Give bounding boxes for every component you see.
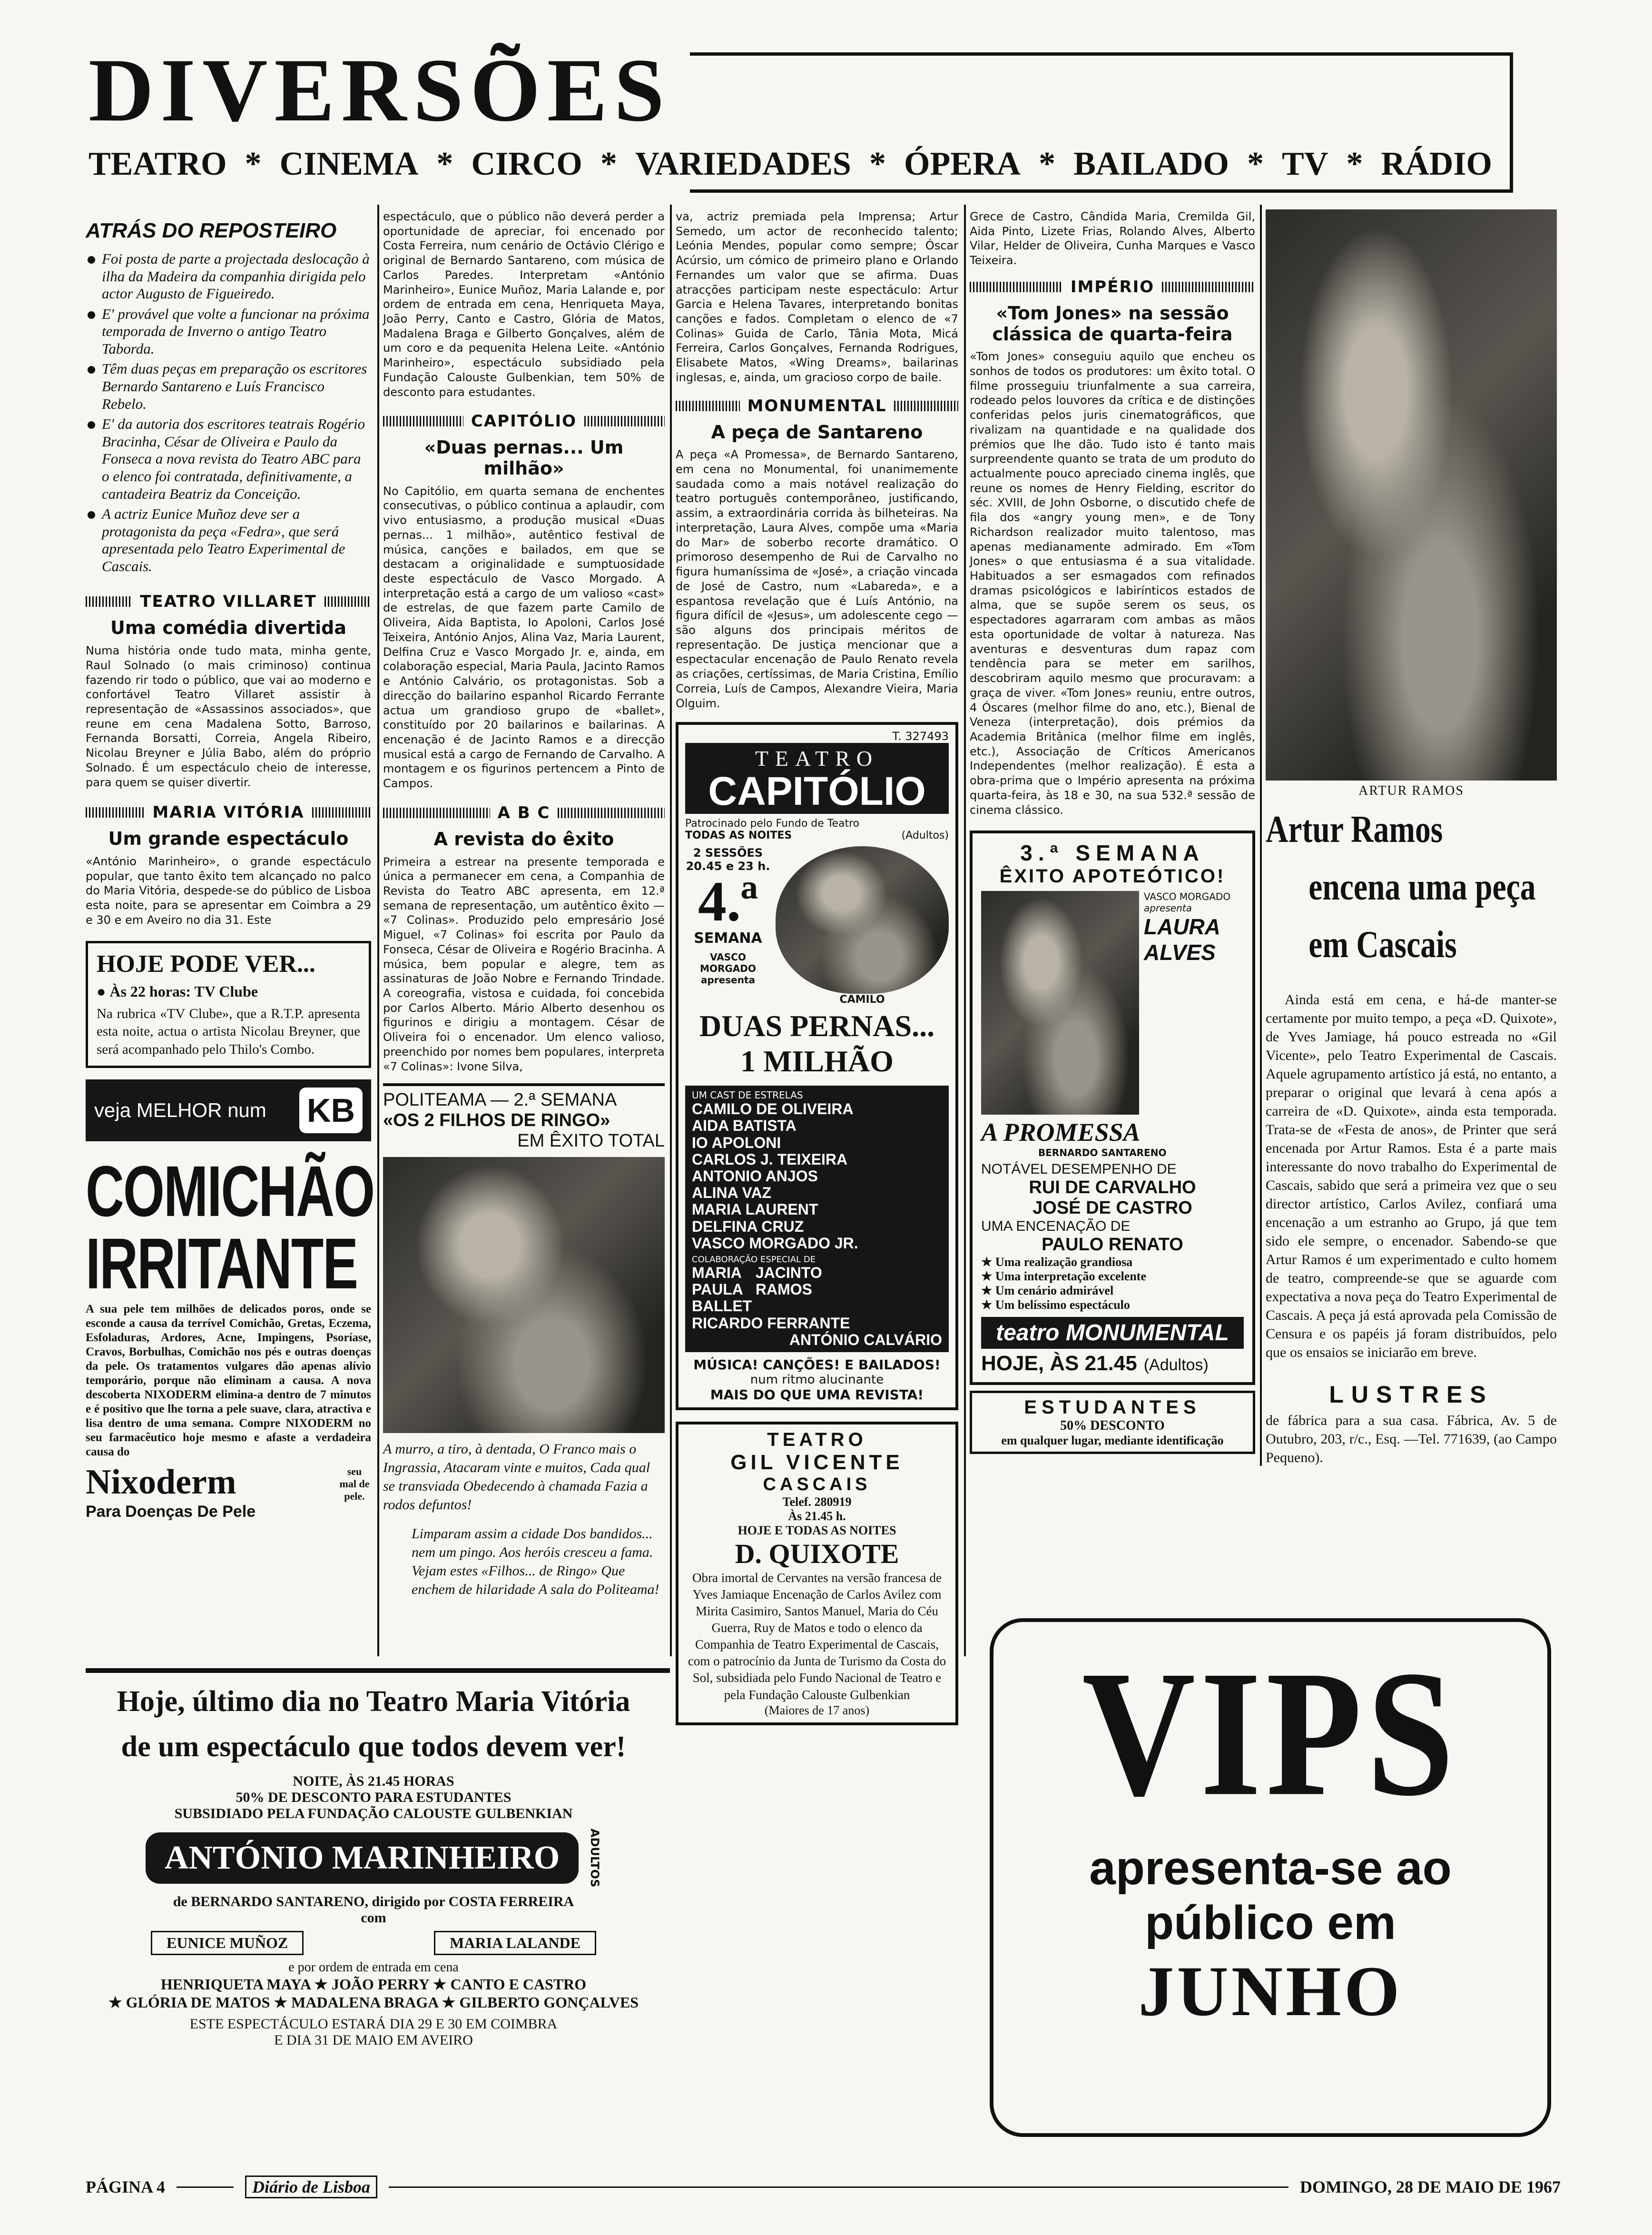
monumental-time: HOJE, ÀS 21.45	[981, 1352, 1137, 1375]
maria-vitoria-ad[interactable]	[86, 1685, 661, 2151]
curtain-item: Têm duas peças em preparação os escritores Bernardo Santareno e Luís Francisco Rebelo.	[86, 360, 371, 413]
capitolio-week-number: 4.ª	[698, 870, 758, 933]
cast-member: IO APOLONI	[692, 1134, 781, 1151]
vips-ad[interactable]	[990, 1618, 1551, 2137]
star-icon: ★	[981, 1269, 995, 1284]
section-header-abc	[383, 803, 665, 822]
collab-paula: PAULA	[692, 1281, 743, 1298]
promessa-paulo: PAULO RENATO	[1042, 1235, 1183, 1255]
vips-logo: VIPS	[1082, 1633, 1459, 1834]
nixoderm-body: A sua pele tem milhões de delicados poros, onde se esconde a causa da terrível Comichão, Gretas, Eczema, Esfoladuras, Ardores, Acne, Impingens, Psoríase, Cravos, Borbulhas, Comichão nos pés e outras doenças da pele. Os tratamentos vulgares dão apenas alívio temporário, porque não eliminam a causa. A nova descoberta NIXODERM elimina-a dentro de 7 minutos e é positivo que lhe torna a pele suave, clara, atractiva e lisa dentro de uma semana. Compre NIXODERM no seu farmacêutico hoje mesmo e afaste a verdadeira causa do	[86, 1302, 371, 1458]
camilo-caption: CAMILO	[839, 994, 885, 1006]
promessa-encenacao: UMA ENCENAÇÃO DE	[981, 1218, 1131, 1235]
star-item-text: Um belíssimo espectáculo	[995, 1298, 1130, 1312]
collab-names	[692, 1265, 942, 1298]
capitolio-apresenta: apresenta	[700, 974, 755, 986]
estudantes-discount: 50% DESCONTO	[1060, 1418, 1165, 1434]
cast-head: UM CAST DE ESTRELAS	[692, 1089, 803, 1101]
ringo-poem-2: Limparam assim a cidade Dos bandidos... nem um pingo. Aos heróis cresceu a fama. Vejam estes «Filhos... de Ringo» Que enchem de hilaridade A sala do Politeama!	[412, 1526, 659, 1598]
hoje-title: HOJE PODE VER...	[97, 950, 315, 978]
vips-line-1: apresenta-se ao	[1089, 1841, 1452, 1895]
nixoderm-title-2: IRRITANTE	[86, 1223, 357, 1304]
politeama-line-2: «OS 2 FILHOS DE RINGO»	[383, 1110, 610, 1131]
hatch-decoration	[86, 596, 132, 607]
hatch-decoration	[970, 282, 1063, 292]
star-icon: ★	[981, 1284, 995, 1298]
column-rule	[377, 205, 379, 1656]
section-sep: *	[600, 146, 617, 182]
capitolio-logo-name: CAPITÓLIO	[708, 769, 926, 814]
section-circo[interactable]: CIRCO	[471, 146, 582, 182]
revista-line: MAIS DO QUE UMA REVISTA!	[710, 1386, 924, 1403]
promessa-laura: LAURA	[1144, 914, 1220, 939]
cast-member: CARLOS J. TEIXEIRA	[692, 1150, 848, 1168]
promessa-visual	[981, 891, 1244, 1115]
show-title-2: 1 MILHÃO	[740, 1044, 894, 1078]
promessa-title: A PROMESSA	[981, 1118, 1141, 1147]
section-sep: *	[436, 146, 453, 182]
masthead	[86, 40, 1513, 195]
gv-name: GIL VICENTE	[730, 1450, 904, 1474]
cast-panel	[685, 1086, 949, 1352]
mv-ad-show: ANTÓNIO MARINHEIRO	[146, 1832, 579, 1884]
curtain-item: A actriz Eunice Muñoz deve ser a protagonista da peça «Fedra», que será apresentada pelo Teatro Experimental de Cascais.	[86, 505, 371, 575]
paper-name: Diário de Lisboa	[245, 2176, 377, 2198]
curtain-list	[86, 250, 371, 575]
camilo-photo	[776, 846, 949, 994]
section-header-label: MONUMENTAL	[747, 396, 887, 415]
star-item-text: Uma realização grandiosa	[995, 1255, 1133, 1269]
gv-teatro: TEATRO	[767, 1429, 867, 1450]
section-sep: *	[869, 146, 886, 182]
politeama-line-1: POLITEAMA — 2.ª SEMANA	[383, 1090, 617, 1110]
capitolio-main	[685, 846, 949, 1006]
col4-intro: Grece de Castro, Cândida Maria, Cremilda Gil, Aida Pinto, Lizete Frias, Rolando Alves, Alberto Vilar, Helder de Oliveira, Cunha Marques e Vasco Teixeira.	[970, 210, 1255, 267]
mv-ad-leads	[86, 1931, 661, 1955]
villaret-title: Uma comédia divertida	[110, 617, 346, 639]
hatch-decoration	[312, 807, 371, 818]
capitolio-body: No Capitólio, em quarta semana de enchentes consecutivas, o público continua a aplaudir, com vivo entusiasmo, a produção musical «Duas pernas... 1 milhão», autêntico festival de música, canções e bailados, em que se destacam a originalidade e sumptuosidade deste espectáculo de Vasco Morgado. A interpretação está a cargo de um valioso «cast» de estrelas, de que fazem parte Camilo de Oliveira, Aida Baptista, Io Apoloni, Carlos José Teixeira, António Anjos, Alina Vaz, Maria Laurent, Delfina Cruz e Vasco Morgado Jr. e, ainda, em colaboração especial, Maria Paula, Jacinto Ramos e António Calvário, os protagonistas. Sob a direcção do bailarino espanhol Ricardo Ferrante actua um grandioso grupo de «ballet», constituído por 20 bailarinos e bailarinas. A encenação é de Jacinto Ramos e a direcção musical está a cargo de Fernando de Carvalho. A montagem e os figurinos pertencem a Pinto de Campos.	[383, 484, 665, 791]
estudantes-box	[970, 1391, 1255, 1454]
capitolio-vasco: VASCO MORGADO	[700, 951, 756, 975]
hatch-decoration	[676, 401, 740, 411]
hoje-line-text: Às 22 horas: TV Clube	[109, 982, 258, 1000]
mv-ad-adults: ADULTOS	[588, 1829, 602, 1888]
capitolio-logo	[685, 743, 949, 814]
mv-ad-order: e por ordem de entrada em cena	[288, 1960, 459, 1975]
ringo-photo	[383, 1157, 665, 1433]
section-header-label: CAPITÓLIO	[471, 412, 577, 431]
column-2	[383, 209, 665, 1666]
collab-maria: MARIA	[692, 1264, 742, 1281]
nixoderm-brand-row	[86, 1462, 371, 1503]
mv-ad-com: com	[361, 1910, 386, 1926]
section-sep: *	[1247, 146, 1264, 182]
mv-ad-lead: MARIA LALANDE	[434, 1931, 596, 1955]
hatch-decoration	[383, 808, 490, 818]
monumental-logo: teatro MONUMENTAL	[981, 1317, 1244, 1349]
section-sep: *	[1346, 146, 1363, 182]
headline-line-1: Artur Ramos	[1266, 809, 1443, 850]
gv-age: (Maiores de 17 anos)	[764, 1703, 870, 1717]
mv-ad-cast-1: HENRIQUETA MAYA ★ JOÃO PERRY ★ CANTO E CASTRO	[160, 1976, 587, 1993]
hatch-decoration	[894, 401, 958, 411]
capitolio-sessions: 2 SESSÕES	[693, 846, 763, 860]
mv-ad-subsidy: SUBSIDIADO PELA FUNDAÇÃO CALOUSTE GULBENKIAN	[174, 1806, 573, 1821]
imperio-title: «Tom Jones» na sessão clássica de quarta-feira	[992, 302, 1233, 345]
footer-rule	[177, 2186, 234, 2188]
section-header-imperio	[970, 277, 1255, 297]
promessa-credits	[1144, 891, 1244, 1115]
capitolio-logo-teatro: TEATRO	[755, 746, 879, 771]
column-rule	[964, 205, 966, 1656]
hoje-line	[97, 983, 360, 1000]
gv-show: D. QUIXOTE	[735, 1538, 899, 1569]
mv-ad-show-row	[86, 1829, 661, 1887]
gil-vicente-ad[interactable]	[676, 1422, 958, 1725]
column-rule	[1260, 205, 1262, 1466]
musica-line: MÚSICA! CANÇÕES! E BAILADOS!	[693, 1356, 941, 1373]
gv-tel: Telef. 280919	[782, 1494, 852, 1509]
promessa-ad[interactable]	[970, 831, 1255, 1385]
column-3	[676, 209, 958, 1717]
star-item-text: Uma interpretação excelente	[995, 1269, 1146, 1284]
section-sep: *	[1039, 146, 1056, 182]
artur-ramos-body: Ainda está em cena, e há-de manter-se certamente por muito tempo, a peça «D. Quixote», de Yves Jamiage, há pouco estreada no «Gil Vicente», pelo Teatro Experimental de Cascais. Aquele agrupamento artístico já está, no entanto, a preparar o original que levará à cena após a carreira de «D. Quixote», ainda esta temporada. Trata-se de «Festa de anos», de Printer que será encenada por Artur Ramos. Esta é a parte mais interessante do novo trabalho do Experimental de Cascais, sabido que será a primeira vez que o seu director artístico, Carlos Avilez, confiará uma encenação a um estranho ao Grupo, já que tem sido ele sempre, o encenador. Sabendo-se que Artur Ramos é um experimentado e culto homem de teatro, compreende-se que se aguarde com expectativa a nova peça do Teatro Experimental de Cascais. A peça já está aprovada pela Comissão de Censura e os papéis já foram distribuídos, pelo que os ensaios se iniciarão em breve.	[1266, 992, 1557, 1360]
promessa-star-item	[981, 1298, 1244, 1312]
kb-logo: KB	[299, 1088, 363, 1133]
section-tv[interactable]: TV	[1282, 146, 1328, 182]
mv-ad-lead: EUNICE MUÑOZ	[151, 1931, 304, 1955]
show-title-1: DUAS PERNAS...	[699, 1009, 935, 1043]
photo-caption: ARTUR RAMOS	[1358, 783, 1464, 798]
promessa-star-item	[981, 1284, 1244, 1298]
vips-line-2: público em	[1145, 1896, 1396, 1949]
estudantes-title: ESTUDANTES	[1024, 1397, 1201, 1418]
star-icon: ★	[981, 1255, 995, 1269]
cast-member: MARIA LAURENT	[692, 1201, 818, 1218]
capitolio-times: 20.45 e 23 h.	[686, 860, 770, 873]
promessa-apresenta: apresenta	[1144, 902, 1192, 914]
promessa-photo	[981, 891, 1139, 1115]
ballet-director: RICARDO FERRANTE	[692, 1314, 850, 1332]
headline-line-3: em Cascais	[1308, 924, 1457, 966]
nixoderm-brand: Nixoderm	[86, 1462, 236, 1502]
ritmo-line: num ritmo alucinante	[750, 1372, 884, 1387]
section-header-villaret	[86, 592, 371, 611]
headline-line-2: encena uma peça	[1308, 866, 1536, 908]
curtain-title: ATRÁS DO REPOSTEIRO	[86, 219, 337, 242]
bottom-rule	[86, 1668, 670, 1673]
promessa-vasco: VASCO MORGADO	[1144, 891, 1231, 903]
cast-member: DELFINA CRUZ	[692, 1217, 804, 1235]
masthead-sections	[88, 145, 1492, 183]
ballet-label: BALLET	[692, 1297, 752, 1315]
section-opera[interactable]: ÓPERA	[904, 146, 1021, 182]
section-header-monumental	[676, 396, 958, 415]
imperio-body: «Tom Jones» conseguiu aquilo que encheu os sonhos de todos os produtores: um êxito total. O filme prosseguiu triunfalmente a sua carreira, rodeado pelos louvores da crítica e de distinções conferidas pelos juris cinematográficos, que rivalizam na quantidade e na qualidade dos prémios que lhe dão. Tudo isto é tanto mais surpreendente quanto se trata de um produto do actualmente pouco apreciado cinema inglês, que reune os nomes de Henry Fielding, escritor do séc. XVIII, de John Osborne, o discutido chefe de fila dos «angry young men», e de Tony Richardson realizador muito talentoso, mas apenas medianamente admirado. Em «Tom Jones» o que entusiasma é a sua vitalidade. Habituados a ser esmagados com refinados dramas psicológicos e labirínticos estados de alma, que se supõe serem os seus, os espectadores agarraram com ambas as mãos esta oportunidade de voltar à natureza. Nas aventuras e desventuras dum rapaz com tendência para se meter em sarilhos, descobriram aquilo mesmo que procuravam: a graça de viver. «Tom Jones» reuniu, entre outros, 4 Óscares (melhor filme do ano, etc.), Bienal de Veneza (interpretação), dois prémios da Academia Britânica (melhor filme em inglês, etc.), Associação de Críticos Americanos Independentes (melhor realização). É esta a obra-prima que o Império apresenta na próxima quarta-feira, às 18 e 30, na sua 532.ª sessão de cinema clássico.	[970, 350, 1255, 817]
promessa-alves: ALVES	[1144, 940, 1216, 965]
section-radio[interactable]: RÁDIO	[1381, 146, 1492, 182]
section-header-capitolio	[383, 412, 665, 431]
cast-member: ALINA VAZ	[692, 1184, 772, 1202]
capitolio-nights: TODAS AS NOITES	[685, 830, 792, 842]
mv-ad-line-2: de um espectáculo que todos devem ver!	[121, 1731, 626, 1763]
monumental-title: A peça de Santareno	[711, 421, 923, 443]
nixoderm-tag: Para Doenças De Pele	[86, 1502, 256, 1521]
calvario-name: ANTÓNIO CALVÁRIO	[789, 1331, 942, 1348]
page-footer	[86, 2170, 1561, 2204]
col2-intro: espectáculo, que o público não deverá perder a oportunidade de apreciar, foi encenado por Costa Ferreira, num cenário de Octávio Clérigo e original de Bernardo Santareno, com música de Carlos Paredes. Interpretam «António Marinheiro», Eunice Muñoz, Maria Lalande e, por ordem de entrada em cena, Henriqueta Maya, João Perry, Canto e Castro, Glória de Matos, Madalena Braga e Gilberto Gonçalves, além de um coro e da pequenita Helena Leite. «António Marinheiro», espectáculo subsidiado pela Fundação Calouste Gulbenkian, tem 50% de desconto para estudantes.	[383, 210, 665, 399]
column-rule	[670, 205, 672, 1656]
hoje-body: Na rubrica «TV Clube», que a R.T.P. apresenta esta noite, actua o artista Nicolau Breyner, que será acompanhado pelo Thilo's Combo.	[97, 1006, 360, 1057]
capitolio-patron: Patrocinado pelo Fundo de Teatro	[685, 818, 860, 830]
curtain-item: Foi posta de parte a projectada deslocação à ilha da Madeira da companhia dirigida pelo actor Augusto de Figueiredo.	[86, 250, 371, 303]
star-item-text: Um cenário admirável	[995, 1284, 1114, 1298]
section-header-label: MARIA VITÓRIA	[152, 803, 305, 822]
footer-rule	[389, 2186, 1288, 2188]
nixoderm-side: seu mal de pele.	[339, 1465, 370, 1502]
page-number: PÁGINA 4	[86, 2177, 166, 2196]
collab-head: COLABORAÇÃO ESPECIAL DE	[692, 1254, 816, 1265]
column-4	[970, 209, 1255, 1475]
cast-member: VASCO MORGADO JR.	[692, 1234, 858, 1252]
maria-vitoria-body: «António Marinheiro», o grande espectáculo popular, que tanto êxito tem alcançado no palco do Maria Vitória, despede-se do público de Lisboa esta noite, para se apresentar em Coimbra a 29 e 30 e em Aveiro no dia 31. Este	[86, 854, 371, 927]
bullet-icon: ●	[97, 982, 110, 1000]
abc-body: Primeira a estrear na presente temporada e única a permanecer em cena, a Companhia de Revista do Teatro ABC apresenta, em 12.ª semana de representação, um autêntico êxito — «7 Colinas». Produzido pelo empresário José Miguel, «7 Colinas» foi escrita por Paulo da Fonseca, César de Oliveira e Rogério Bracinha. A música, bem popular e alegre, tem as assinaturas de João Nobre e Fernando Trindade. A coreografia, vistosa e cuidada, foi concebida por Carlos Alberto. Mário Alberto desenhou os figurinos e dirigiu a montagem. César de Oliveira foi o encenador. Um elenco valioso, preenchido por nomes bem populares, interpreta «7 Colinas»: Ivone Silva,	[383, 855, 665, 1073]
cast-member: AIDA BATISTA	[692, 1117, 796, 1135]
collab-ramos: RAMOS	[755, 1281, 812, 1298]
villaret-body: Numa história onde tudo mata, minha gente, Raul Solnado (o mais criminoso) continua fazendo rir todo o público, que vai ao moderno e confortável Teatro Villaret assistir à representação de «Assassinos associados», que reune em cena Madalena Sotto, Barroso, Fernanda Borsatti, Correia, Angela Ribeiro, Nicolau Breyner e Júlia Babo, além do próprio Solnado. É um espectáculo cheio de interesse, para quem se quiser divertir.	[86, 644, 371, 789]
politeama-ad[interactable]	[383, 1083, 665, 1599]
col3-intro: va, actriz premiada pela Imprensa; Artur Semedo, um actor de reconhecido talento; Leónia Mendes, popular como sempre; Óscar Acúrsio, um cómico de primeiro plano e Orlando Fernandes um valor que se afirma. Duas atracções participam neste espectáculo: Artur Garcia e Helena Tavares, interpretando bonitas canções e fados. Completam o elenco de «7 Colinas» Guida de Carlo, Tânia Mota, Micá Ferreira, Carlos Gonçalves, Fernanda Rodrigues, Elisabete Matos, «Wing Dreams», bailarinas inglesas, e, ainda, um gracioso corpo de baile.	[676, 210, 958, 384]
lustres-body: de fábrica para a sua casa. Fábrica, Av. 5 de Outubro, 203, r/c., Esq. —Tel. 771639, (ao Campo Pequeno).	[1266, 1413, 1557, 1465]
gv-nights: HOJE E TODAS AS NOITES	[738, 1523, 896, 1537]
mv-ad-tour-1: ESTE ESPECTÁCULO ESTARÁ DIA 29 E 30 EM COIMBRA	[189, 2016, 558, 2032]
promessa-author: BERNARDO SANTARENO	[1038, 1147, 1167, 1159]
page-date: DOMINGO, 28 DE MAIO DE 1967	[1300, 2177, 1561, 2196]
star-icon: ★	[981, 1298, 995, 1312]
estudantes-condition: em qualquer lugar, mediante identificação	[1001, 1434, 1224, 1448]
hatch-decoration	[584, 416, 665, 426]
monumental-body: A peça «A Promessa», de Bernardo Santareno, em cena no Monumental, foi unanimemente saudada como a mais notável realização do teatro português contemporâneo, justificando, assim, a extraordinária corrida às bilheteiras. Na interpretação, Laura Alves, compõe uma «Maria do Mar» de soberbo recorte dramático. O primoroso desempenho de Rui de Carvalho no figura humaníssima de «José», a criação vincada de José de Castro, num «Labareda», e a espantosa revelação que é Luís António, na figura difícil de «Jesus», um adolescente cego — são alguns dos principais méritos de representação. De justiça mencionar que a espectacular encenação de Paulo Renato revela as criações, certíssimas, de Maria Cristina, Emílio Correia, Luís de Campos, Alexandre Vieira, Maria Olguim.	[676, 448, 958, 710]
cast-member: ANTONIO ANJOS	[692, 1167, 818, 1185]
hoje-pode-ver-box	[86, 941, 371, 1068]
capitolio-ad[interactable]	[676, 722, 958, 1410]
artur-ramos-photo	[1266, 209, 1557, 781]
hatch-decoration	[1162, 282, 1255, 292]
curtain-item: E' provável que volte a funcionar na próxima temporada de Inverno o antigo Teatro Taborda.	[86, 306, 371, 358]
section-bailado[interactable]: BAILADO	[1073, 146, 1229, 182]
section-header-maria-vitoria	[86, 803, 371, 822]
monumental-time-row	[981, 1352, 1244, 1375]
capitolio-adults: (Adultos)	[901, 830, 949, 842]
section-header-label: TEATRO VILLARET	[140, 592, 317, 612]
column-1	[86, 209, 374, 1666]
hatch-decoration	[558, 808, 665, 818]
curtain-item: E' da autoria dos escritores teatrais Rogério Bracinha, César de Oliveira e Paulo da Fonseca a nova revista do Teatro ABC para o elenco foi contratada, definitivamente, a cantadeira Beatriz da Conceição.	[86, 415, 371, 503]
promessa-week: 3.ª SEMANA	[1020, 841, 1205, 866]
kb-ad[interactable]	[86, 1079, 371, 1141]
hatch-decoration	[383, 416, 463, 426]
mv-ad-cast-2: ★ GLÓRIA DE MATOS ★ MADALENA BRAGA ★ GILBERTO GONÇALVES	[108, 1994, 639, 2011]
masthead-title: DIVERSÕES	[88, 40, 671, 140]
politeama-line-3: EM ÊXITO TOTAL	[517, 1131, 665, 1151]
promessa-jose: JOSÉ DE CASTRO	[1032, 1198, 1192, 1218]
section-header-label: A B C	[497, 803, 551, 822]
promessa-star-item	[981, 1255, 1244, 1269]
gv-body: Obra imortal de Cervantes na versão francesa de Yves Jamiaque Encenação de Carlos Avilez com Mirita Casimiro, Santos Manuel, Maria do Céu Guerra, Ruy de Matos e todo o elenco da Companhia de Teatro Experimental de Cascais, com o patrocínio da Junta de Turismo da Costa do Sol, subsidiada pelo Fundo Nacional de Teatro e pela Fundação Calouste Gulbenkian	[688, 1570, 946, 1702]
mv-ad-credits: de BERNARDO SANTARENO, dirigido por COSTA FERREIRA	[173, 1894, 574, 1910]
promessa-exito: ÊXITO APOTEÓTICO!	[999, 866, 1226, 887]
section-teatro[interactable]: TEATRO	[88, 146, 227, 182]
promessa-star-item	[981, 1269, 1244, 1284]
capitolio-title: «Duas pernas... Um milhão»	[424, 437, 624, 479]
hatch-decoration	[324, 596, 371, 607]
mv-ad-discount: 50% DE DESCONTO PARA ESTUDANTES	[236, 1790, 511, 1805]
kb-text: veja MELHOR num	[94, 1098, 266, 1121]
maria-vitoria-title: Um grande espectáculo	[108, 828, 349, 850]
nixoderm-ad[interactable]	[86, 1151, 374, 1521]
hatch-decoration	[86, 807, 145, 818]
section-sep: *	[245, 146, 262, 182]
abc-title: A revista do êxito	[433, 828, 614, 850]
nixoderm-title-1: COMICHÃO	[86, 1151, 374, 1231]
vips-line-3: JUNHO	[1138, 1952, 1403, 2031]
cast-member: CAMILO DE OLIVEIRA	[692, 1100, 854, 1118]
section-header-label: IMPÉRIO	[1070, 277, 1155, 297]
mv-ad-line-1: Hoje, último dia no Teatro Maria Vitória	[117, 1685, 630, 1718]
capitolio-phone: T. 327493	[892, 730, 949, 743]
collab-jacinto: JACINTO	[755, 1264, 822, 1281]
column-5	[1266, 209, 1557, 1475]
lustres-title: LUSTRES	[1329, 1381, 1494, 1408]
gv-town: CASCAIS	[763, 1474, 871, 1494]
gv-time: Às 21.45 h.	[788, 1509, 846, 1523]
mv-ad-time: NOITE, ÀS 21.45 HORAS	[293, 1773, 454, 1789]
section-cinema[interactable]: CINEMA	[279, 146, 419, 182]
monumental-adults: (Adultos)	[1143, 1356, 1209, 1375]
capitolio-week-label: SEMANA	[694, 930, 762, 947]
ringo-poem-1: A murro, a tiro, à dentada, O Franco mais o Ingrassia, Atacaram vinte e muitos, Cada qual se transviada Obedecendo à chamada Fazia a rodos defuntos!	[383, 1441, 650, 1513]
section-variedades[interactable]: VARIEDADES	[635, 146, 851, 182]
capitolio-info	[685, 818, 949, 841]
promessa-rui: RUI DE CARVALHO	[1029, 1177, 1196, 1198]
promessa-notavel: NOTÁVEL DESEMPENHO DE	[981, 1161, 1177, 1177]
mv-ad-tour-2: E DIA 31 DE MAIO EM AVEIRO	[274, 2032, 473, 2048]
